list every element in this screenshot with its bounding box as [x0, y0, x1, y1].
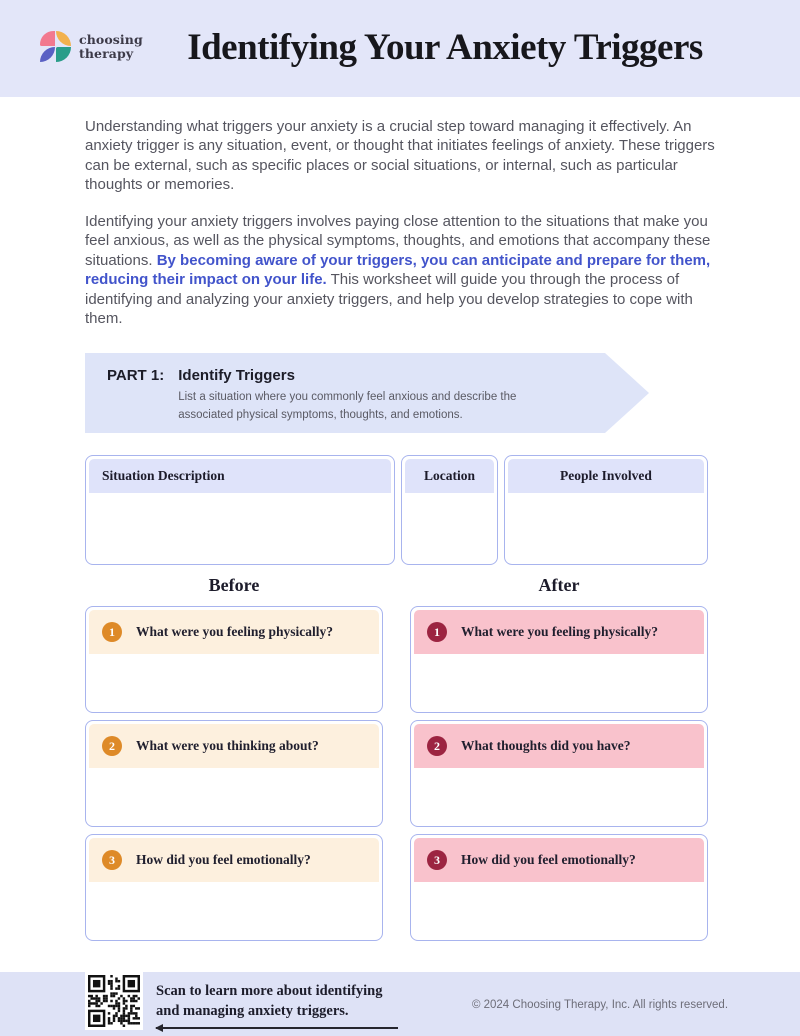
qr-code-icon	[85, 972, 143, 1030]
before-question-box-1	[85, 606, 383, 713]
after-heading: After	[538, 575, 580, 595]
before-question-1: What were you feeling physically?	[136, 624, 333, 639]
people-involved-column	[504, 455, 708, 565]
question-row-3	[85, 834, 708, 941]
logo-petal-pink	[40, 31, 55, 46]
situation-description-header: Situation Description	[89, 459, 391, 493]
page-title: Identifying Your Anxiety Triggers	[187, 27, 703, 68]
question-row-1	[85, 606, 708, 713]
intro-paragraph-2-end: This worksheet will guide you through the process of identifying and analyzing your anxiety triggers, and help you develop strategies to cope with them.	[85, 271, 693, 328]
comparison-headings	[85, 575, 708, 596]
after-question-1: What were you feeling physically?	[461, 624, 658, 639]
part1-label: PART 1:	[107, 367, 165, 384]
logo-petal-teal	[56, 47, 71, 62]
before-question-3: How did you feel emotionally?	[136, 852, 311, 867]
choosing-therapy-logo	[40, 31, 143, 62]
situation-description-column	[85, 455, 395, 565]
before-badge-1: 1	[102, 622, 122, 642]
logo-word-2: therapy	[79, 45, 134, 61]
before-question-2: What were you thinking about?	[136, 738, 319, 753]
before-badge-3: 3	[102, 850, 122, 870]
before-question-box-3	[85, 834, 383, 941]
scan-text-line-1: Scan to learn more about identifying	[156, 983, 383, 999]
left-arrow-icon	[156, 1027, 398, 1029]
header	[0, 0, 800, 97]
logo-petal-orange	[56, 31, 71, 46]
before-heading: Before	[208, 575, 260, 595]
after-question-box-1	[410, 606, 708, 713]
logo-flower-icon	[40, 31, 71, 62]
question-grid	[85, 606, 708, 948]
intro-paragraph-1: Understanding what triggers your anxiety is a crucial step toward managing it effectively. An anxiety trigger is any situation, event, or thought that initiates feelings of anxiety. These triggers can be external, such as specific places or social situations, or internal, such as particular thoughts or memories.	[85, 118, 715, 194]
part1-banner	[85, 353, 605, 433]
situation-table	[85, 455, 708, 565]
location-header: Location	[405, 459, 494, 493]
part1-title: Identify Triggers	[178, 367, 295, 384]
after-badge-3: 3	[427, 850, 447, 870]
before-badge-2: 2	[102, 736, 122, 756]
scan-callout	[156, 981, 398, 1029]
after-badge-1: 1	[427, 622, 447, 642]
intro-highlight: By becoming aware of your triggers, you can anticipate and prepare for them, reducing their impact on your life.	[85, 251, 711, 289]
intro-paragraph-2	[85, 212, 719, 328]
logo-word-1: choosing	[79, 32, 143, 48]
logo-petal-purple	[40, 47, 55, 62]
banner-arrow-icon	[605, 353, 649, 433]
intro-paragraph-2-start: Identifying your anxiety triggers involves paying close attention to the situations that make you feel anxious, as well as the physical symptoms, thoughts, and emotions that accompany these situations.	[85, 213, 711, 269]
location-column	[401, 455, 498, 565]
part1-description: List a situation where you commonly feel anxious and describe the associated physical symptoms, thoughts, and emotions.	[178, 391, 517, 421]
scan-text-line-2: and managing anxiety triggers.	[156, 1003, 349, 1019]
after-question-3: How did you feel emotionally?	[461, 852, 636, 867]
after-badge-2: 2	[427, 736, 447, 756]
after-question-box-3	[410, 834, 708, 941]
after-question-box-2	[410, 720, 708, 827]
before-question-box-2	[85, 720, 383, 827]
question-row-2	[85, 720, 708, 827]
copyright-text: © 2024 Choosing Therapy, Inc. All rights reserved.	[471, 999, 729, 1011]
people-involved-header: People Involved	[508, 459, 704, 493]
after-question-2: What thoughts did you have?	[461, 738, 631, 753]
